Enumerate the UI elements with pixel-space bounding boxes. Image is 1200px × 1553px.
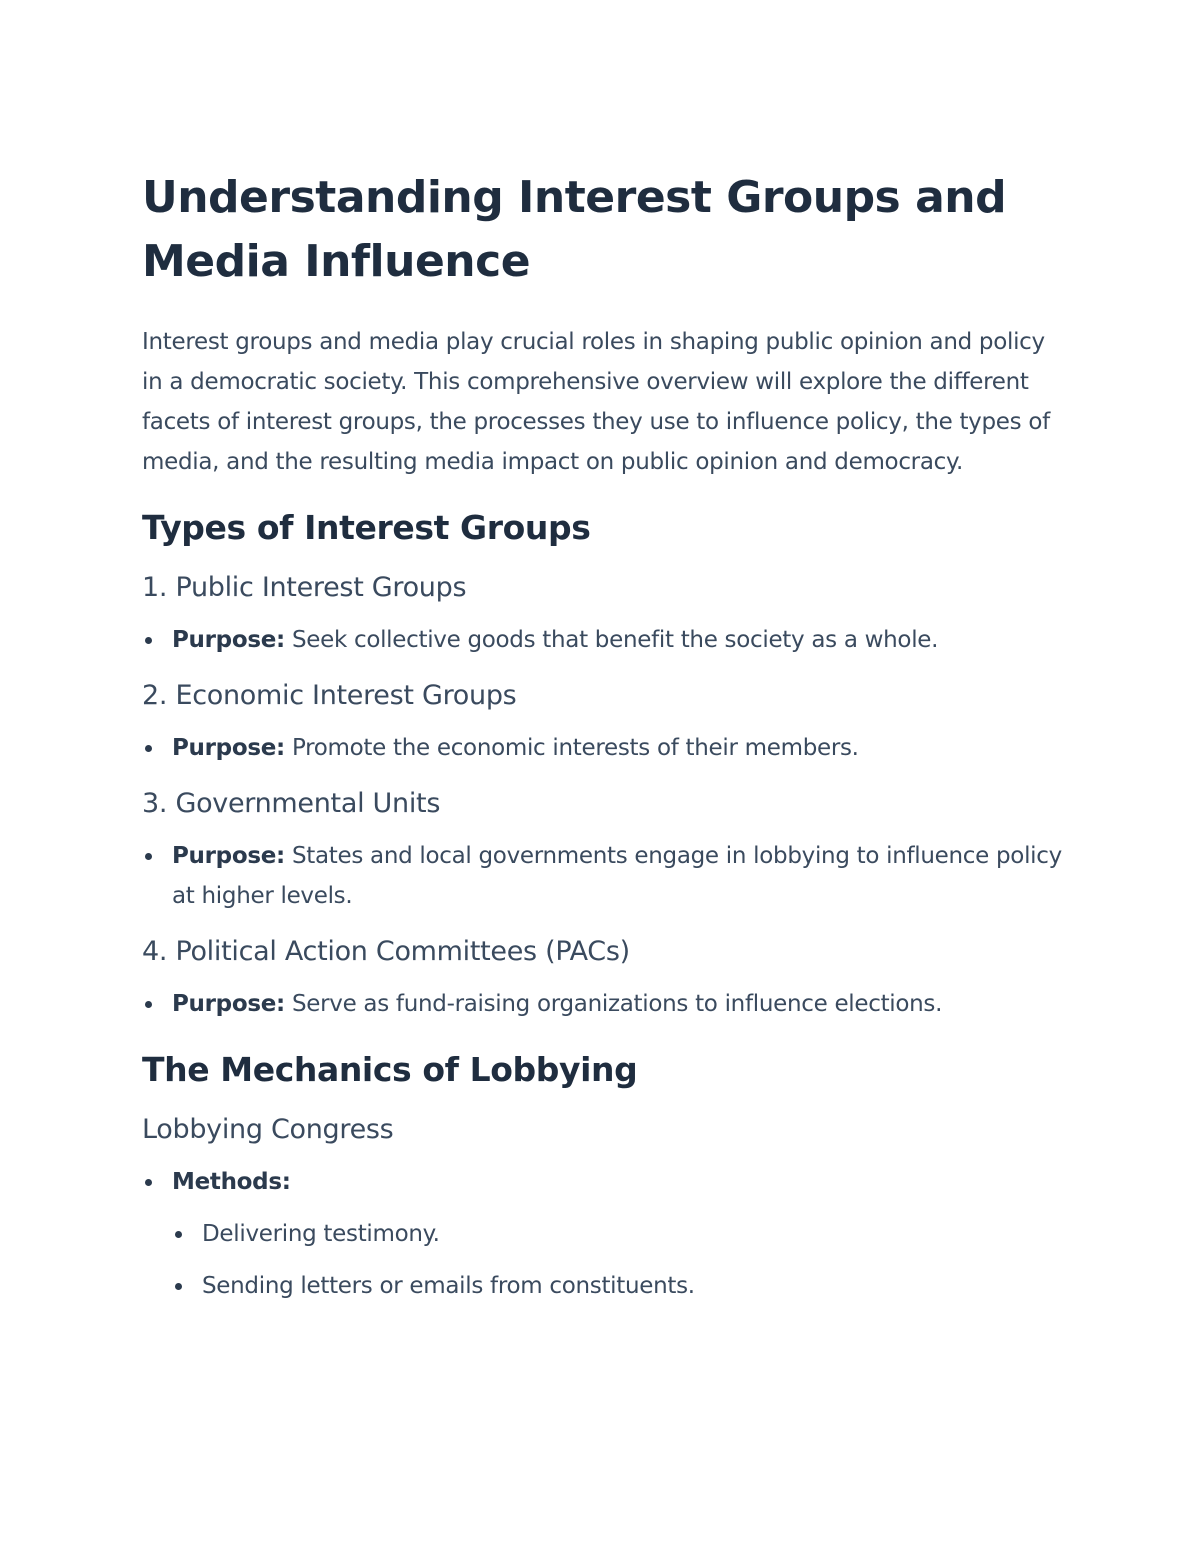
bullet-icon — [175, 1231, 182, 1238]
group-heading-economic: 2. Economic Interest Groups — [142, 680, 517, 711]
bullet-icon — [145, 853, 152, 860]
bullet-icon — [145, 637, 152, 644]
purpose-term: Purpose: — [172, 991, 285, 1017]
group-list-governmental — [142, 836, 1062, 916]
section-heading-types: Types of Interest Groups — [142, 508, 591, 547]
list-item — [142, 728, 1062, 768]
group-list-pacs — [142, 984, 1062, 1024]
list-item — [142, 836, 1062, 916]
group-heading-pacs: 4. Political Action Committees (PACs) — [142, 936, 630, 967]
list-item — [172, 1214, 1062, 1254]
methods-term: Methods: — [172, 1169, 291, 1195]
method-text: Sending letters or emails from constituents. — [202, 1273, 695, 1299]
method-text: Delivering testimony. — [202, 1221, 440, 1247]
methods-sublist — [172, 1214, 1062, 1306]
list-item — [142, 984, 1062, 1024]
list-item — [142, 620, 1062, 660]
group-list-economic — [142, 728, 1062, 768]
purpose-term: Purpose: — [172, 627, 285, 653]
bullet-icon — [145, 1179, 152, 1186]
methods-list — [142, 1162, 1062, 1306]
bullet-icon — [145, 745, 152, 752]
group-heading-public: 1. Public Interest Groups — [142, 572, 467, 603]
subheading-lobbying-congress: Lobbying Congress — [142, 1114, 394, 1145]
list-item — [172, 1266, 1062, 1306]
document-page — [142, 166, 1062, 1306]
purpose-text: States and local governments engage in lobbying to influence policy at higher levels. — [172, 843, 1062, 909]
purpose-term: Purpose: — [172, 735, 285, 761]
bullet-icon — [145, 1001, 152, 1008]
list-item — [142, 1162, 1062, 1306]
bullet-icon — [175, 1283, 182, 1290]
group-heading-governmental: 3. Governmental Units — [142, 788, 441, 819]
purpose-term: Purpose: — [172, 843, 285, 869]
page-title: Understanding Interest Groups and Media Influence — [142, 172, 1007, 287]
purpose-text: Promote the economic interests of their members. — [284, 735, 859, 761]
section-heading-lobbying: The Mechanics of Lobbying — [142, 1050, 638, 1089]
purpose-text: Seek collective goods that benefit the society as a whole. — [284, 627, 939, 653]
group-list-public — [142, 620, 1062, 660]
intro-paragraph: Interest groups and media play crucial roles in shaping public opinion and policy in a democratic society. This comprehensive overview will explore the different facets of interest groups, the processes they use to influence policy, the types of media, and the resulting media impact on public opinion and democracy. — [142, 329, 1050, 475]
purpose-text: Serve as fund-raising organizations to influence elections. — [284, 991, 943, 1017]
